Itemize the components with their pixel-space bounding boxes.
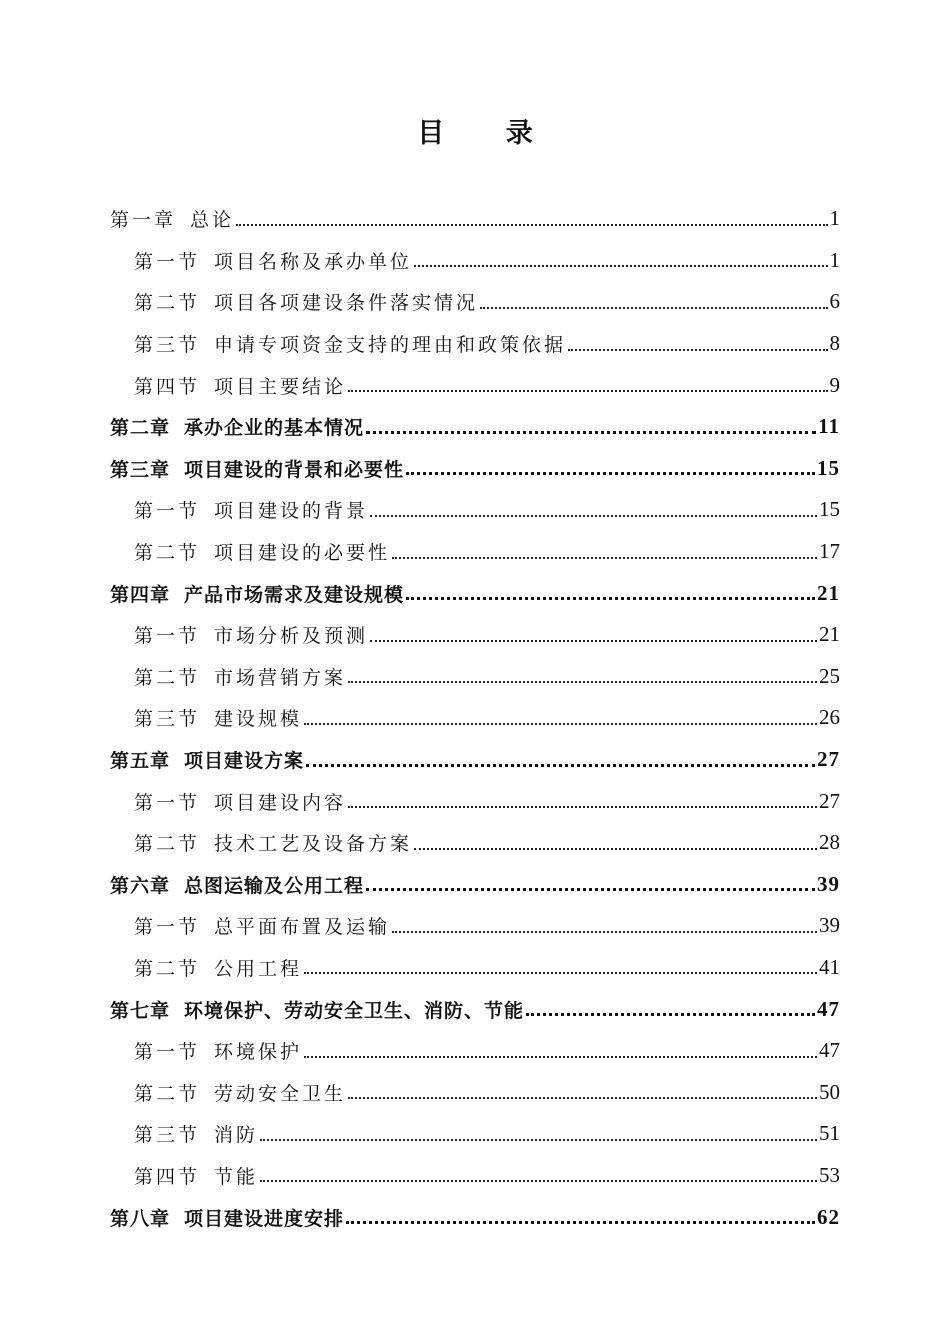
toc-entry-title: 项目各项建设条件落实情况 [214, 292, 479, 315]
toc-entry-number: 第四章 [110, 583, 171, 606]
toc-section-entry[interactable] [110, 656, 840, 698]
toc-page-number: 1 [829, 206, 840, 231]
toc-dot-leader [414, 250, 827, 270]
toc-page-number: 47 [817, 996, 840, 1021]
toc-dot-leader [406, 583, 815, 603]
toc-section-entry[interactable] [110, 281, 840, 323]
toc-dot-leader [304, 708, 817, 728]
toc-entry-title: 市场营销方案 [214, 666, 347, 689]
toc-entry-title: 申请专项资金支持的理由和政策依据 [214, 334, 567, 357]
toc-page-number: 39 [817, 871, 840, 896]
toc-entry-title: 节能 [214, 1165, 259, 1188]
toc-page-number: 53 [819, 1162, 840, 1187]
toc-dot-leader [526, 999, 815, 1019]
toc-dot-leader [366, 417, 816, 437]
toc-page-number: 62 [817, 1204, 840, 1229]
toc-dot-leader [260, 1124, 817, 1144]
toc-section-entry[interactable] [110, 489, 840, 531]
toc-page-number: 11 [818, 414, 840, 439]
toc-dot-leader [304, 957, 817, 977]
toc-entry-number: 第一节 [134, 500, 201, 523]
toc-page-number: 9 [829, 372, 840, 397]
toc-dot-leader [392, 542, 817, 562]
toc-entry-number: 第四节 [134, 1165, 201, 1188]
toc-entry-title: 建设规模 [214, 708, 303, 731]
toc-entry-number: 第三章 [110, 458, 171, 481]
toc-page-number: 51 [819, 1121, 840, 1146]
toc-dot-leader [348, 1082, 817, 1102]
toc-dot-leader [568, 334, 827, 354]
toc-chapter-entry[interactable] [110, 572, 840, 614]
toc-entry-number: 第一章 [110, 209, 177, 232]
toc-section-entry[interactable] [110, 531, 840, 573]
toc-entry-number: 第六章 [110, 874, 171, 897]
toc-entry-title: 项目建设进度安排 [184, 1207, 345, 1230]
toc-entry-title: 总图运输及公用工程 [184, 874, 365, 897]
toc-dot-leader [414, 833, 817, 853]
toc-section-entry[interactable] [110, 1030, 840, 1072]
toc-dot-leader [306, 750, 815, 770]
toc-entry-title: 项目主要结论 [214, 375, 347, 398]
toc-entry-number: 第二节 [134, 292, 201, 315]
toc-section-entry[interactable] [110, 905, 840, 947]
toc-entry-title: 项目建设的背景和必要性 [184, 458, 405, 481]
toc-entry-number: 第二节 [134, 666, 201, 689]
toc-dot-leader [370, 625, 817, 645]
toc-chapter-entry[interactable] [110, 988, 840, 1030]
toc-entry-number: 第七章 [110, 999, 171, 1022]
toc-page-number: 21 [819, 622, 840, 647]
toc-section-entry[interactable] [110, 780, 840, 822]
toc-entry-number: 第一节 [134, 1041, 201, 1064]
toc-entry-title: 项目建设的必要性 [214, 542, 391, 565]
toc-entry-title: 环境保护 [214, 1041, 303, 1064]
toc-entry-number: 第一节 [134, 916, 201, 939]
toc-entry-title: 环境保护、劳动安全卫生、消防、节能 [184, 999, 525, 1022]
toc-entry-number: 第二章 [110, 417, 171, 440]
toc-page-number: 6 [829, 289, 840, 314]
toc-section-entry[interactable] [110, 323, 840, 365]
toc-entry-title: 项目建设方案 [184, 750, 305, 773]
toc-entry-title: 总平面布置及运输 [214, 916, 391, 939]
toc-page-number: 26 [819, 705, 840, 730]
toc-entry-number: 第二节 [134, 1082, 201, 1105]
toc-entry-title: 公用工程 [214, 957, 303, 980]
toc-page-number: 15 [817, 455, 840, 480]
toc-entry-title: 劳动安全卫生 [214, 1082, 347, 1105]
toc-chapter-entry[interactable] [110, 739, 840, 781]
toc-dot-leader [406, 458, 815, 478]
toc-section-entry[interactable] [110, 697, 840, 739]
toc-chapter-entry[interactable] [110, 864, 840, 906]
toc-entry-title: 产品市场需求及建设规模 [184, 583, 405, 606]
toc-page-number: 8 [829, 331, 840, 356]
toc-dot-leader [348, 791, 817, 811]
toc-entry-title: 项目建设的背景 [214, 500, 369, 523]
toc-entry-title: 市场分析及预测 [214, 625, 369, 648]
toc-dot-leader [348, 666, 817, 686]
toc-section-entry[interactable] [110, 1155, 840, 1197]
toc-section-entry[interactable] [110, 947, 840, 989]
toc-entry-title: 总论 [190, 209, 235, 232]
toc-section-entry[interactable] [110, 1071, 840, 1113]
toc-entry-title: 消防 [214, 1124, 259, 1147]
toc-entry-number: 第一节 [134, 791, 201, 814]
toc-entry-number: 第二节 [134, 957, 201, 980]
toc-dot-leader [392, 916, 817, 936]
toc-entry-title: 项目名称及承办单位 [214, 250, 413, 273]
toc-section-entry[interactable] [110, 1113, 840, 1155]
toc-section-entry[interactable] [110, 614, 840, 656]
toc-entry-number: 第一节 [134, 625, 201, 648]
toc-page-number: 17 [819, 539, 840, 564]
toc-page-number: 27 [817, 747, 840, 772]
toc-page-number: 50 [819, 1079, 840, 1104]
toc-chapter-entry[interactable] [110, 406, 840, 448]
toc-page-number: 39 [819, 913, 840, 938]
toc-dot-leader [236, 209, 827, 229]
toc-chapter-entry[interactable] [110, 448, 840, 490]
toc-entry-number: 第三节 [134, 708, 201, 731]
toc-page-number: 21 [817, 580, 840, 605]
toc-entry-number: 第四节 [134, 375, 201, 398]
toc-page-number: 41 [819, 954, 840, 979]
toc-page-number: 15 [819, 497, 840, 522]
toc-dot-leader [366, 874, 815, 894]
toc-entry-number: 第一节 [134, 250, 201, 273]
toc-section-entry[interactable] [110, 822, 840, 864]
toc-dot-leader [304, 1041, 817, 1061]
toc-entry-title: 项目建设内容 [214, 791, 347, 814]
toc-section-entry[interactable] [110, 364, 840, 406]
toc-page-number: 1 [829, 247, 840, 272]
toc-entry-number: 第二节 [134, 833, 201, 856]
toc-entry-number: 第八章 [110, 1207, 171, 1230]
toc-section-entry[interactable] [110, 240, 840, 282]
toc-title: 目 录 [417, 118, 559, 149]
toc-page-number: 27 [819, 788, 840, 813]
toc-entry-number: 第三节 [134, 1124, 201, 1147]
toc-dot-leader [346, 1207, 815, 1227]
toc-entry-title: 承办企业的基本情况 [184, 417, 365, 440]
toc-dot-leader [260, 1165, 817, 1185]
toc-chapter-entry[interactable] [110, 1196, 840, 1238]
toc-entry-number: 第二节 [134, 542, 201, 565]
toc-entry-number: 第五章 [110, 750, 171, 773]
toc-entry-number: 第三节 [134, 334, 201, 357]
toc-entry-title: 技术工艺及设备方案 [214, 833, 413, 856]
toc-page-number: 28 [819, 830, 840, 855]
toc-chapter-entry[interactable] [110, 198, 840, 240]
toc-dot-leader [370, 500, 817, 520]
toc-dot-leader [348, 375, 827, 395]
toc-dot-leader [480, 292, 827, 312]
toc-page-number: 25 [819, 663, 840, 688]
toc-list [110, 198, 840, 1238]
toc-page-number: 47 [819, 1038, 840, 1063]
